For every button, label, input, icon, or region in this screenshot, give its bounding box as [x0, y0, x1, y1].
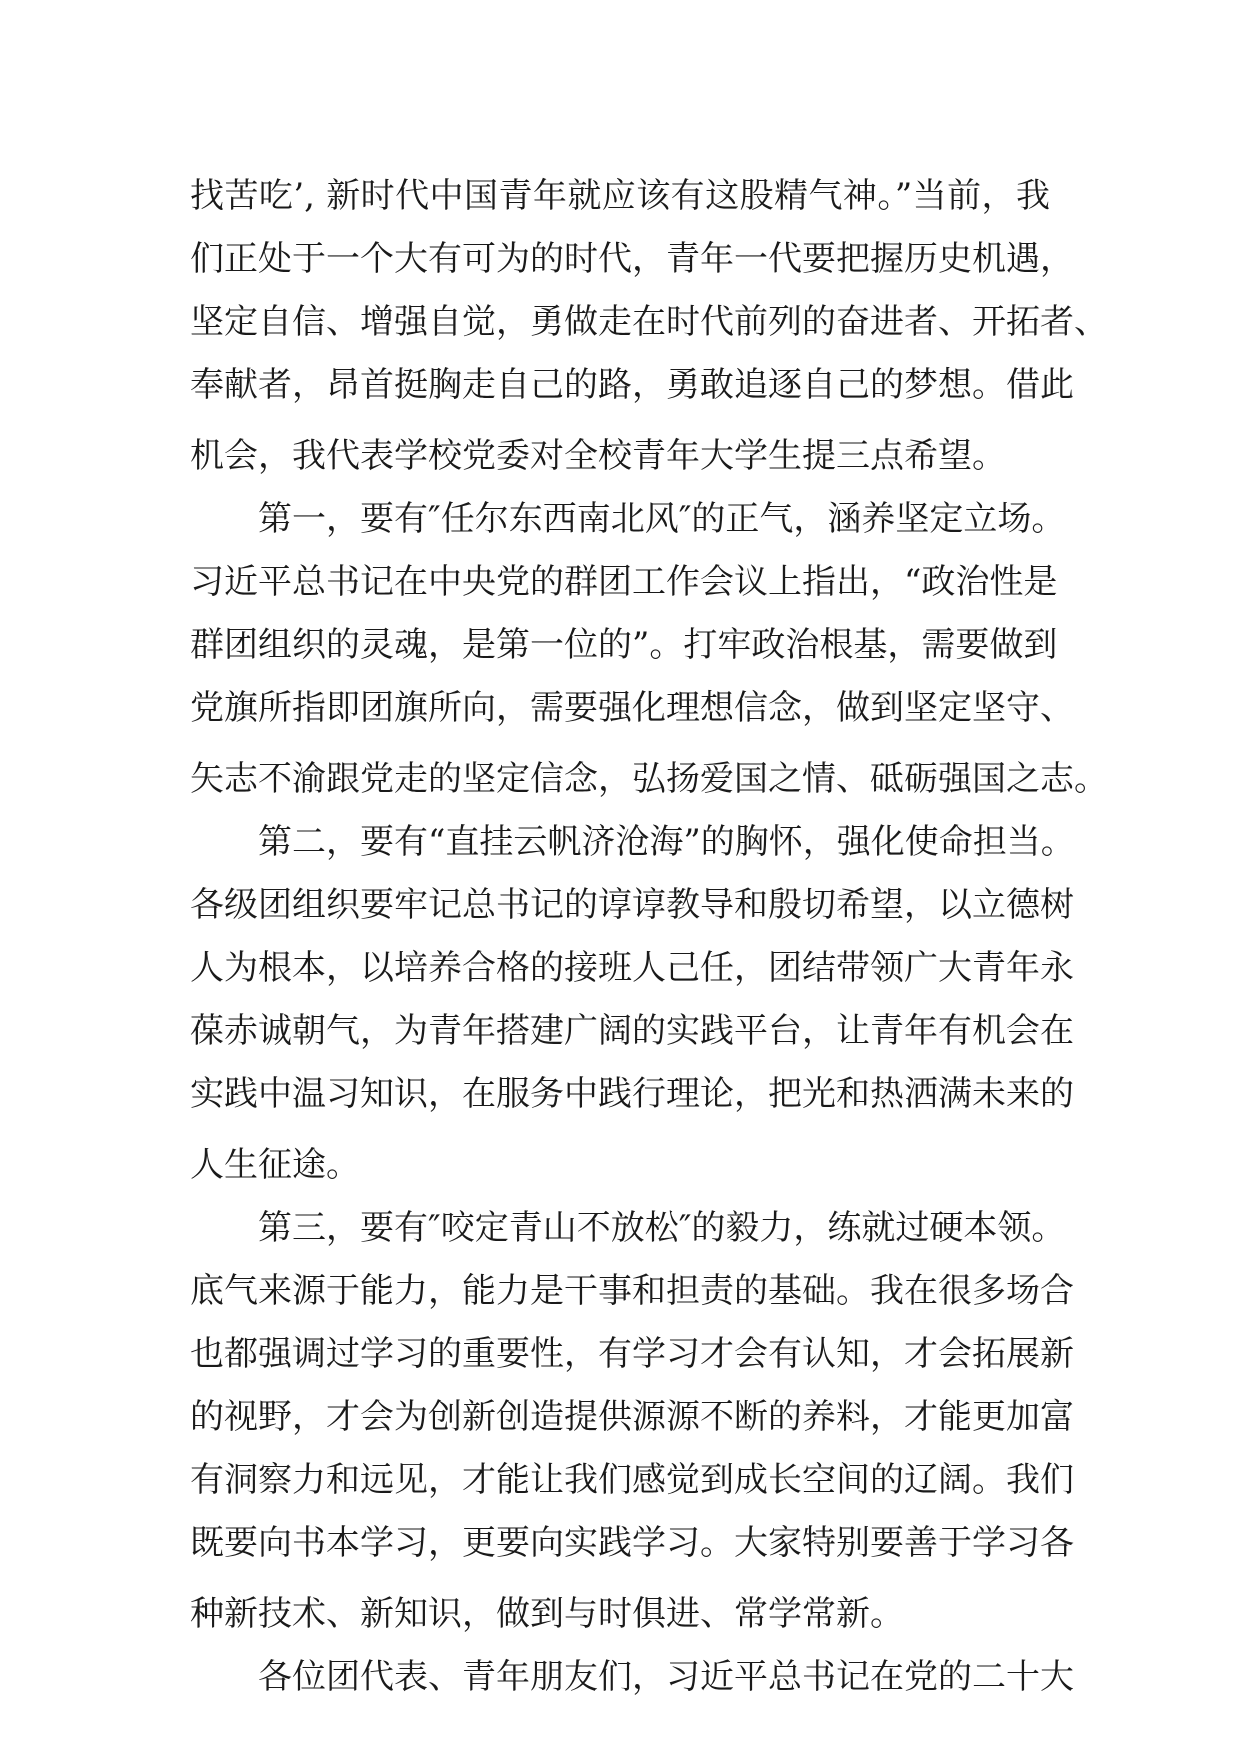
body-text — [190, 165, 1108, 1709]
text-line: 第一，要有″任尔东西南北风″的正气，涵养坚定立场。 — [190, 499, 1066, 539]
text-line: 矢志不渝跟党走的坚定信念，弘扬爱国之情、砥砺强国之志。 — [190, 759, 1108, 799]
text-line: 人生征途。 — [190, 1145, 360, 1185]
text-line: 既要向书本学习，更要向实践学习。大家特别要善于学习各 — [190, 1523, 1074, 1563]
text-line: 各级团组织要牢记总书记的谆谆教导和殷切希望，以立德树 — [190, 885, 1074, 925]
text-line: 坚定自信、增强自觉，勇做走在时代前列的奋进者、开拓者、 — [190, 302, 1108, 342]
text-line: 有洞察力和远见，才能让我们感觉到成长空间的辽阔。我们 — [190, 1460, 1074, 1500]
text-line: 各位团代表、青年朋友们，习近平总书记在党的二十大 — [190, 1657, 1074, 1697]
text-line: 第二，要有“直挂云帆济沧海”的胸怀，强化使命担当。 — [190, 822, 1075, 862]
text-line: 们正处于一个大有可为的时代，青年一代要把握历史机遇， — [190, 239, 1074, 279]
text-line: 群团组织的灵魂，是第一位的”。打牢政治根基，需要做到 — [190, 625, 1058, 665]
text-line: 种新技术、新知识，做到与时俱进、常学常新。 — [190, 1594, 904, 1634]
text-line: 习近平总书记在中央党的群团工作会议上指出，“政治性是 — [190, 562, 1058, 602]
text-line: 也都强调过学习的重要性，有学习才会有认知，才会拓展新 — [190, 1334, 1074, 1374]
text-line: 找苦吃’, 新时代中国青年就应该有这股精气神。”当前，我 — [190, 176, 1050, 216]
text-line: 实践中温习知识，在服务中践行理论，把光和热洒满未来的 — [190, 1074, 1074, 1114]
text-line: 党旗所指即团旗所向，需要强化理想信念，做到坚定坚守、 — [190, 688, 1074, 728]
text-line: 人为根本，以培养合格的接班人己任，团结带领广大青年永 — [190, 948, 1074, 988]
text-line: 葆赤诚朝气，为青年搭建广阔的实践平台，让青年有机会在 — [190, 1011, 1074, 1051]
text-line: 的视野，才会为创新创造提供源源不断的养料，才能更加富 — [190, 1397, 1074, 1437]
text-line: 第三，要有″咬定青山不放松″的毅力，练就过硬本领。 — [190, 1208, 1066, 1248]
text-line: 奉献者，昂首挺胸走自己的路，勇敢追逐自己的梦想。借此 — [190, 365, 1074, 405]
text-line: 机会，我代表学校党委对全校青年大学生提三点希望。 — [190, 436, 1006, 476]
text-line: 底气来源于能力，能力是干事和担责的基础。我在很多场合 — [190, 1271, 1074, 1311]
